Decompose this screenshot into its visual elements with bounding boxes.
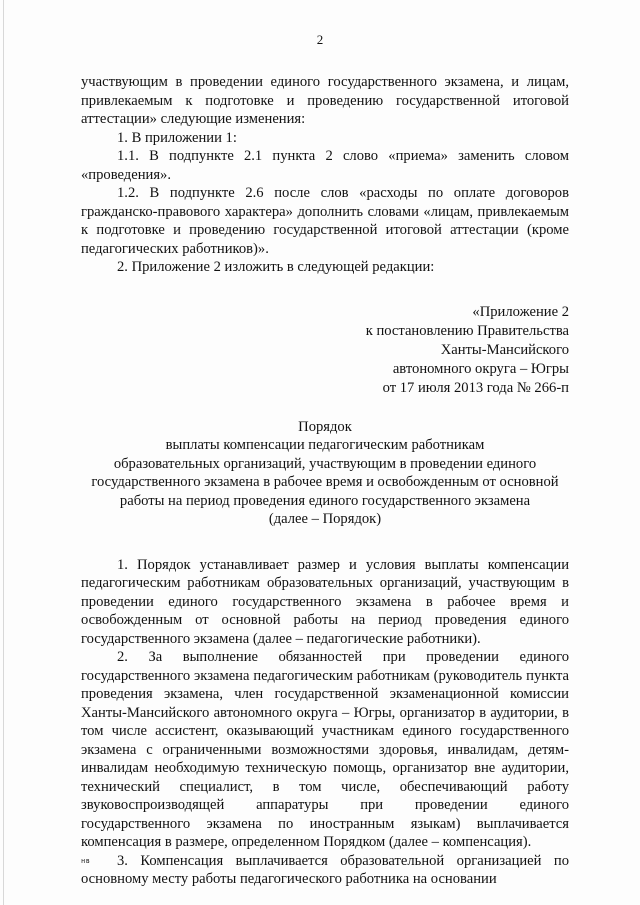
order-title-line-2: образовательных организаций, участвующим в проведении единого	[113, 455, 537, 472]
annex-line-5: от 17 июля 2013 года № 266-п	[382, 379, 569, 396]
order-paragraph-3: 3. Компенсация выплачивается образовательной организацией по основному месту работы педагогического работника на основании	[81, 852, 569, 887]
annex-line-3: Ханты-Мансийского	[440, 341, 569, 358]
annex-line-1: «Приложение 2	[472, 303, 569, 320]
amendment-item-1: 1. В приложении 1:	[117, 129, 237, 146]
page-number: 2	[316, 32, 324, 47]
annex-line-4: автономного округа – Югры	[392, 360, 569, 377]
intro-paragraph: участвующим в проведении единого государственного экзамена, и лицам, привлекаемым к подготовке и проведению государственной итоговой аттестации» следующие изменения:	[81, 74, 569, 127]
amendment-item-1-1: 1.1. В подпункте 2.1 пункта 2 слово «приема» заменить словом «проведения».	[81, 148, 569, 183]
order-title-line-3: государственного экзамена в рабочее время и освобожденным от основной	[91, 474, 559, 490]
order-title-line-5: (далее – Порядок)	[268, 511, 382, 527]
footer-mark: нв	[81, 857, 91, 865]
order-paragraph-1: 1. Порядок устанавливает размер и условия выплаты компенсации педагогическим работникам образовательных организаций, участвующим в проведении единого государственного экзамена в рабочее время и освобожденным от основной работы на период проведения единого государственного экзамена (далее – педагогические работники).	[81, 556, 569, 647]
order-paragraph-2: 2. За выполнение обязанностей при проведении единого государственного экзамена педагогическим работникам (руководитель пункта проведения экзамена, член государственной экзаменационной комиссии Ханты-Мансийского автономного округа – Югры, организатор в аудитории, в том числе ассистент, оказывающий участникам единого государственного экзамена с ограниченными возможностями здоровья, инвалидам, детям-инвалидам необходимую техническую помощь, организатор вне аудитории, технический специалист, в том числе, обеспечивающий работу звуковоспроизводящей аппаратуры при проведении единого государственного экзамена по иностранным языкам) выплачивается компенсация в размере, определенном Порядком (далее – компенсация).	[81, 649, 569, 850]
document-body	[81, 73, 569, 889]
annex-line-2: к постановлению Правительства	[365, 322, 569, 339]
order-title-line-1: выплаты компенсации педагогическим работникам	[165, 437, 485, 453]
annex-reference	[81, 303, 569, 398]
scan-edge-line	[3, 0, 4, 905]
order-title	[81, 418, 569, 529]
amendment-item-2: 2. Приложение 2 изложить в следующей редакции:	[117, 259, 435, 275]
order-title-line-4: работы на период проведения единого государственного экзамена	[119, 492, 531, 509]
order-heading: Порядок	[298, 418, 352, 435]
amendments-block	[81, 73, 569, 277]
amendment-item-1-2: 1.2. В подпункте 2.6 после слов «расходы по оплате договоров гражданско-правового характера» дополнить словами «лицам, привлекаемым к подготовке и проведению государственной итоговой аттестации (кроме педагогических работников)».	[81, 185, 569, 257]
order-body	[81, 556, 569, 889]
